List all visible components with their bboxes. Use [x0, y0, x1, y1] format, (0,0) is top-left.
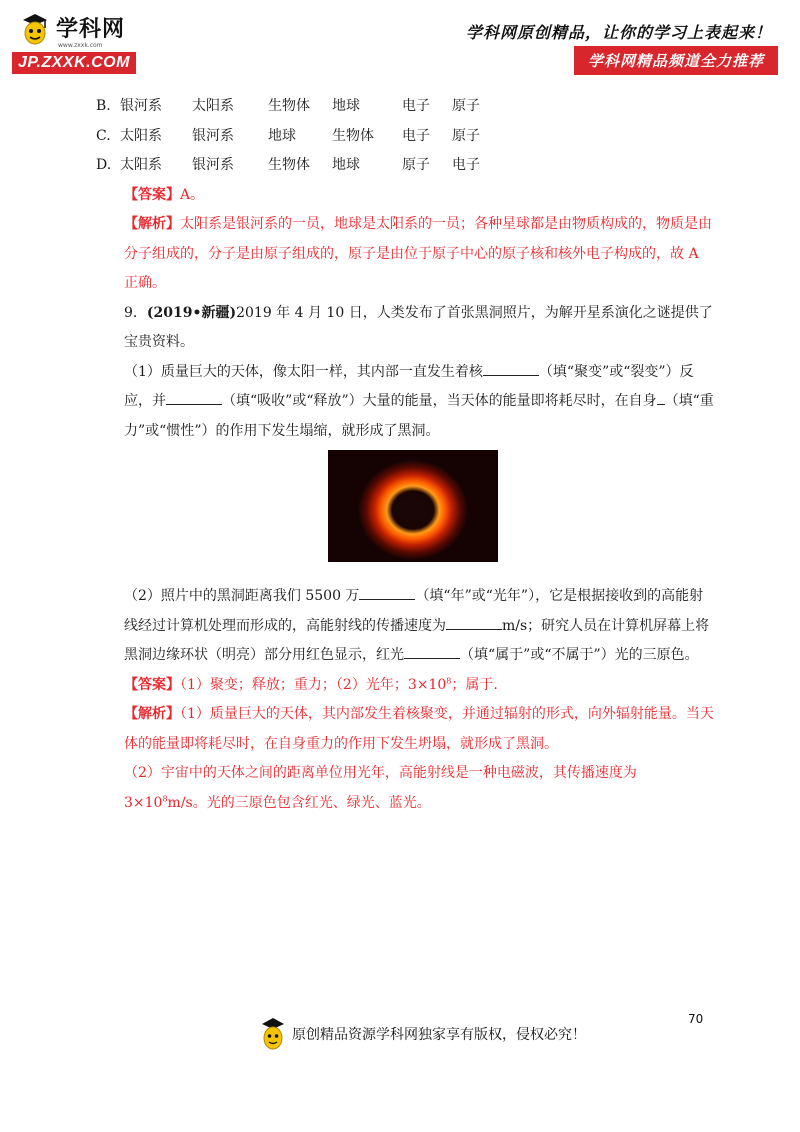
- logo-url[interactable]: JP.ZXXK.COM: [12, 52, 136, 74]
- copyright-notice: 原创精品资源学科网独家享有版权，侵权必究！: [292, 1027, 586, 1043]
- option-item: 原子: [452, 98, 480, 114]
- option-item: 生物体: [268, 98, 310, 114]
- page-number: 70: [688, 1012, 704, 1026]
- option-list: [96, 92, 716, 181]
- q9-analysis-1: [96, 700, 716, 759]
- answer-label: 【答案】: [124, 676, 180, 693]
- q9-part2-text-c: m/s；研究人员在计算机屏幕上将黑洞边缘环状（明亮）部分用红色显示，红光: [124, 617, 710, 663]
- option-item: 太阳系: [120, 127, 162, 144]
- logo-text: 学科网: [56, 17, 126, 42]
- analysis-exponent: 8: [162, 793, 168, 803]
- question-source: (2019•新疆): [146, 304, 237, 321]
- analysis-text-2a: （2）宇宙中的天体之间的距离单位用光年，高能射线是一种电磁波，其传播速度为: [124, 765, 637, 781]
- option-item: 地球: [332, 157, 360, 173]
- question-number: 9．: [124, 304, 147, 321]
- logo-subtext: www.zxxk.com: [58, 42, 103, 49]
- black-hole-center: [400, 497, 426, 521]
- q9-part1-text-a: （1）质量巨大的天体，像太阳一样，其内部一直发生着核: [124, 363, 483, 380]
- fill-blank[interactable]: [446, 614, 502, 630]
- answer-exponent: 8: [446, 675, 452, 685]
- analysis-text-2b: 3×10: [124, 794, 163, 811]
- q9-answer: [96, 671, 716, 701]
- analysis-text-1: （1）质量巨大的天体，其内部发生着核聚变，并通过辐射的形式，向外辐射能量。当天体的能量即将耗尽时，在自身重力的作用下发生坍塌，就形成了黑洞。: [124, 706, 714, 752]
- analysis-text-2c: m/s。光的三原色包含红光、绿光、蓝光。: [167, 794, 431, 811]
- option-row: [96, 92, 716, 122]
- option-item: 太阳系: [120, 157, 162, 173]
- channel-banner: 学科网精品频道全力推荐: [574, 46, 778, 75]
- mascot-icon: [260, 1016, 286, 1052]
- option-item: 银河系: [192, 127, 234, 144]
- option-item: 银河系: [192, 157, 234, 173]
- answer-text-a: （1）聚变；释放；重力；（2）光年；3×10: [180, 676, 447, 693]
- q9-analysis-2: [96, 759, 716, 818]
- option-row: [96, 122, 716, 152]
- footer: [260, 1016, 600, 1056]
- option-item: 电子: [452, 157, 480, 173]
- option-letter: C.: [96, 127, 111, 144]
- option-item: 地球: [332, 98, 360, 114]
- option-item: 生物体: [332, 127, 374, 144]
- q8-answer: [96, 181, 716, 211]
- option-item: 电子: [402, 127, 430, 144]
- q9-stem: [96, 299, 716, 358]
- fill-blank[interactable]: [483, 360, 539, 376]
- q9-part1: [96, 358, 716, 447]
- q8-analysis: [96, 210, 716, 299]
- option-item: 生物体: [268, 157, 310, 173]
- option-item: 原子: [402, 157, 430, 173]
- option-letter: D.: [96, 157, 112, 173]
- option-item: 原子: [452, 127, 480, 144]
- header-slogan: 学科网原创精品，让你的学习上表起来！: [465, 23, 772, 42]
- answer-label: 【答案】: [124, 186, 180, 203]
- fill-blank[interactable]: [166, 389, 222, 405]
- site-logo: [12, 12, 164, 74]
- option-item: 地球: [268, 127, 296, 144]
- q9-part2-text-b: （填“年”或“光年”），它是根据接收到的高能射线经过计算机处理而形成的，高能射线的传播速度为: [124, 588, 704, 634]
- fill-blank[interactable]: [404, 643, 460, 659]
- option-item: 太阳系: [192, 98, 234, 114]
- q9-part2-text-a: （2）照片中的黑洞距离我们 5500 万: [124, 588, 360, 604]
- fill-blank[interactable]: [359, 584, 415, 600]
- q9-part2: [96, 582, 716, 671]
- q9-part1-text-c: （填“吸收”或“释放”）大量的能量，当天体的能量即将耗尽时，在自身: [222, 393, 657, 409]
- option-row: [96, 151, 716, 181]
- analysis-label: 【解析】: [124, 216, 180, 232]
- mascot-icon: [20, 12, 50, 48]
- q9-part1-text-b: （填“聚变”或“裂变”）反应，并: [124, 363, 694, 409]
- q9-part2-text-d: （填“属于”或“不属于”）光的三原色。: [460, 647, 699, 663]
- q9-part1-text-d: （填“重力”或“惯性”）的作用下发生塌缩，就形成了黑洞。: [124, 393, 714, 439]
- black-hole-image: [328, 450, 498, 562]
- document-body: [96, 92, 716, 818]
- analysis-text: 太阳系是银河系的一员，地球是太阳系的一员；各种星球都是由物质构成的，物质是由分子组成的，分子是由原子组成的，原子是由位于原子中心的原子核和核外电子构成的，故 A 正确。: [124, 216, 712, 291]
- answer-text-b: ；属于.: [451, 676, 498, 693]
- analysis-label: 【解析】: [124, 706, 180, 722]
- option-letter: B.: [96, 98, 111, 114]
- fill-blank[interactable]: [657, 389, 665, 405]
- answer-text: A。: [180, 186, 205, 203]
- option-item: 电子: [402, 98, 430, 114]
- option-item: 银河系: [120, 98, 162, 114]
- question-text: 2019 年 4 月 10 日，人类发布了首张黑洞照片，为解开星系演化之谜提供了宝贵资料。: [124, 304, 713, 350]
- figure-container: [96, 450, 716, 572]
